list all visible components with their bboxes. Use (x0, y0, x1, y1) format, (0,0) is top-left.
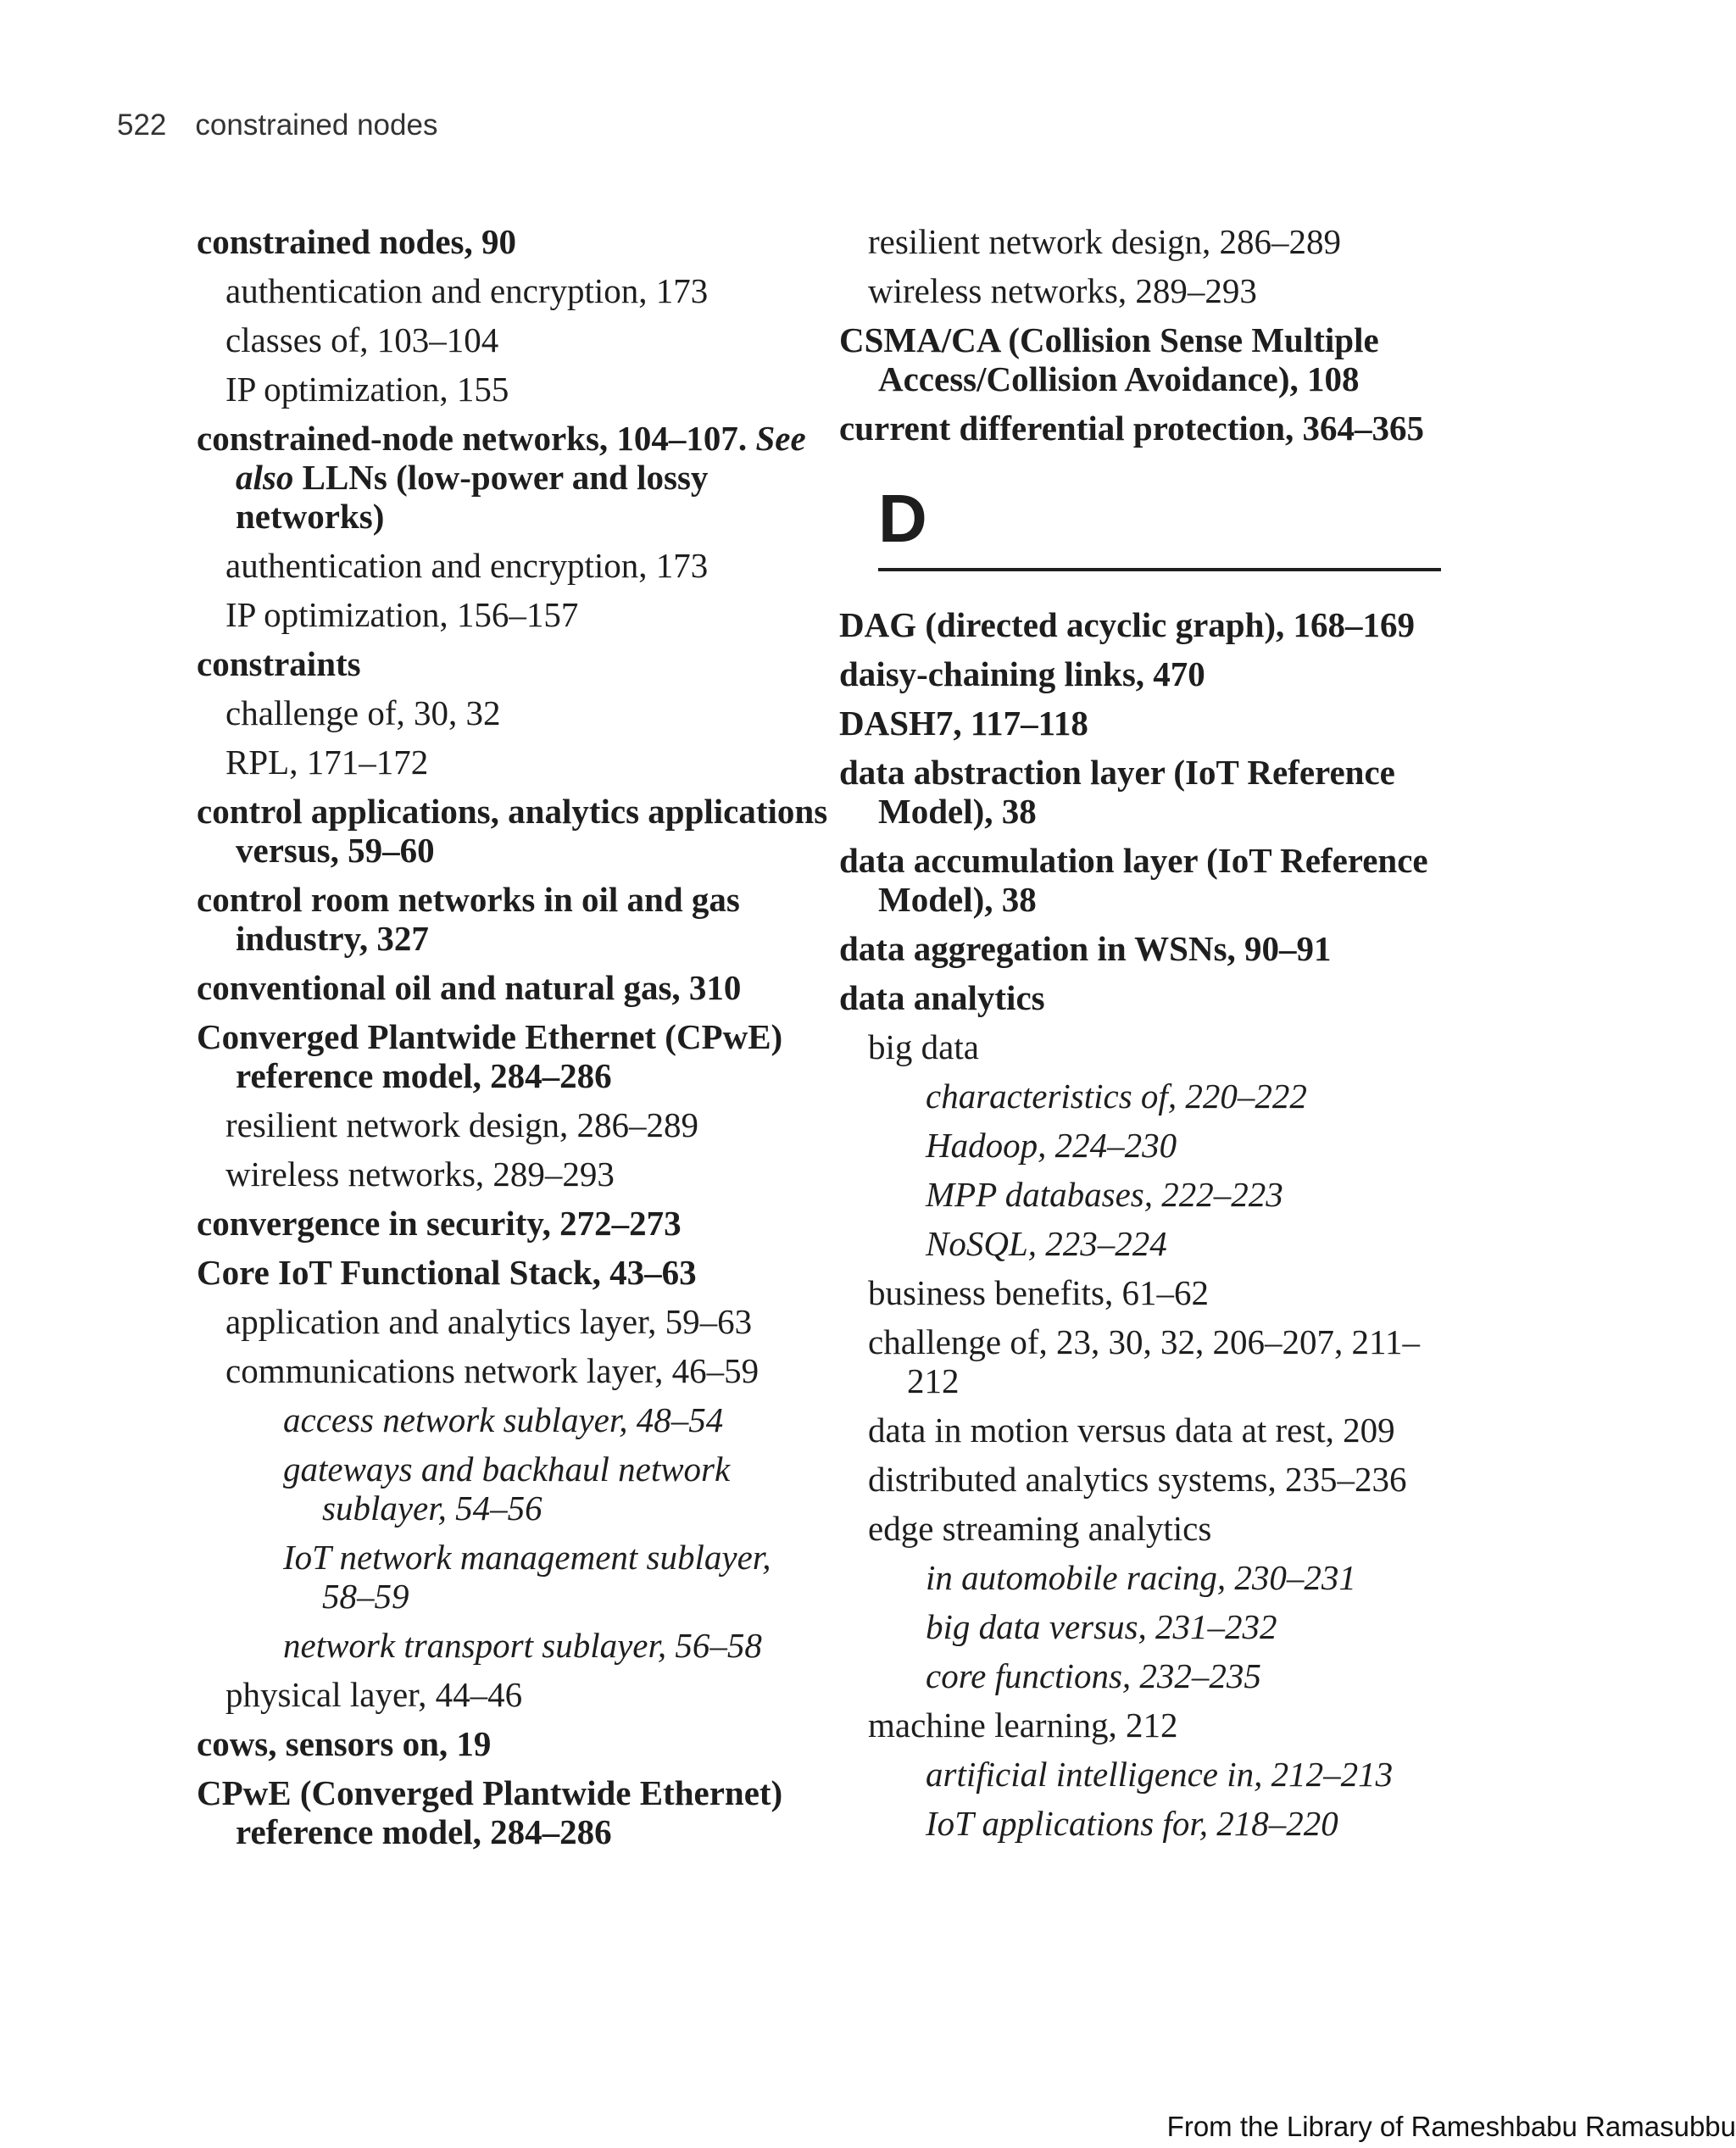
index-entries-d (839, 605, 1446, 1843)
index-entry: IoT applications for, 218–220 (926, 1804, 1338, 1843)
running-head (117, 109, 437, 142)
running-title: constrained nodes (195, 109, 438, 142)
index-entry: IP optimization, 156–157 (225, 595, 579, 634)
index-entry: challenge of, 30, 32 (225, 693, 501, 732)
index-entry: authentication and encryption, 173 (225, 271, 709, 310)
library-footer: From the Library of Rameshbabu Ramasubbu (1166, 2111, 1736, 2142)
index-entry: data in motion versus data at rest, 209 (868, 1411, 1395, 1450)
index-entry: network transport sublayer, 56–58 (283, 1626, 762, 1665)
index-entry: core functions, 232–235 (926, 1656, 1261, 1695)
index-entry: DAG (directed acyclic graph), 168–169 (839, 605, 1416, 644)
index-entry: edge streaming analytics (868, 1509, 1212, 1548)
index-entry: communications network layer, 46–59 (225, 1351, 760, 1390)
index-entry: Core IoT Functional Stack, 43–63 (197, 1253, 697, 1292)
page-number: 522 (117, 109, 167, 142)
index-entry: MPP databases, 222–223 (926, 1175, 1283, 1214)
index-entry: gateways and backhaul network sublayer, 54–56 (283, 1450, 731, 1528)
index-entry: classes of, 103–104 (225, 320, 499, 359)
index-entry: constrained-node networks, 104–107. See also LLNs (low-power and lossy networks) (197, 419, 806, 536)
index-entries-c (839, 222, 1446, 448)
index-entry: physical layer, 44–46 (225, 1675, 523, 1714)
section-letter-heading: D (878, 485, 1441, 571)
index-entry: CSMA/CA (Collision Sense Multiple Access/Collision Avoidance), 108 (839, 320, 1379, 398)
index-entry: constraints (197, 644, 361, 683)
index-entry: data analytics (839, 978, 1045, 1017)
index-entry: daisy-chaining links, 470 (839, 654, 1205, 693)
index-entry: big data (868, 1027, 979, 1066)
index-entry: challenge of, 23, 30, 32, 206–207, 211–212 (868, 1322, 1420, 1400)
index-entry: RPL, 171–172 (225, 743, 429, 782)
index-entry: data accumulation layer (IoT Reference Model), 38 (839, 841, 1428, 919)
index-entry: wireless networks, 289–293 (225, 1155, 615, 1194)
index-entry: cows, sensors on, 19 (197, 1724, 492, 1763)
index-entry: machine learning, 212 (868, 1706, 1178, 1745)
index-entry: IP optimization, 155 (225, 370, 509, 409)
index-entry: big data versus, 231–232 (926, 1607, 1277, 1646)
index-entry: IoT network management sublayer, 58–59 (283, 1538, 771, 1616)
index-entry: Converged Plantwide Ethernet (CPwE) reference model, 284–286 (197, 1017, 783, 1095)
index-entry: business benefits, 61–62 (868, 1273, 1209, 1312)
index-entry: wireless networks, 289–293 (868, 271, 1257, 310)
index-entry: data abstraction layer (IoT Reference Model), 38 (839, 753, 1395, 831)
index-entry: characteristics of, 220–222 (926, 1077, 1307, 1116)
index-entry: resilient network design, 286–289 (225, 1105, 698, 1144)
index-entry: access network sublayer, 48–54 (283, 1400, 724, 1439)
index-entry: authentication and encryption, 173 (225, 546, 709, 585)
index-entry: conventional oil and natural gas, 310 (197, 968, 742, 1007)
index-entry: control room networks in oil and gas industry, 327 (197, 880, 740, 958)
index-entry: DASH7, 117–118 (839, 704, 1088, 743)
index-entry: CPwE (Converged Plantwide Ethernet) reference model, 284–286 (197, 1773, 783, 1851)
index-entry: control applications, analytics applications versus, 59–60 (197, 792, 828, 870)
index-entry: resilient network design, 286–289 (868, 222, 1341, 261)
index-entry: constrained nodes, 90 (197, 222, 517, 261)
index-entry: artificial intelligence in, 212–213 (926, 1755, 1394, 1794)
index-entry: distributed analytics systems, 235–236 (868, 1460, 1407, 1499)
index-entry: Hadoop, 224–230 (926, 1126, 1177, 1165)
index-column-right (839, 222, 1446, 1853)
index-entry: in automobile racing, 230–231 (926, 1558, 1356, 1597)
index-entry: current differential protection, 364–365 (839, 409, 1425, 448)
index-entry: convergence in security, 272–273 (197, 1204, 682, 1243)
index-entry: data aggregation in WSNs, 90–91 (839, 929, 1332, 968)
index-entry: NoSQL, 223–224 (926, 1224, 1167, 1263)
index-column-left (197, 222, 829, 1861)
index-entry: application and analytics layer, 59–63 (225, 1302, 753, 1341)
